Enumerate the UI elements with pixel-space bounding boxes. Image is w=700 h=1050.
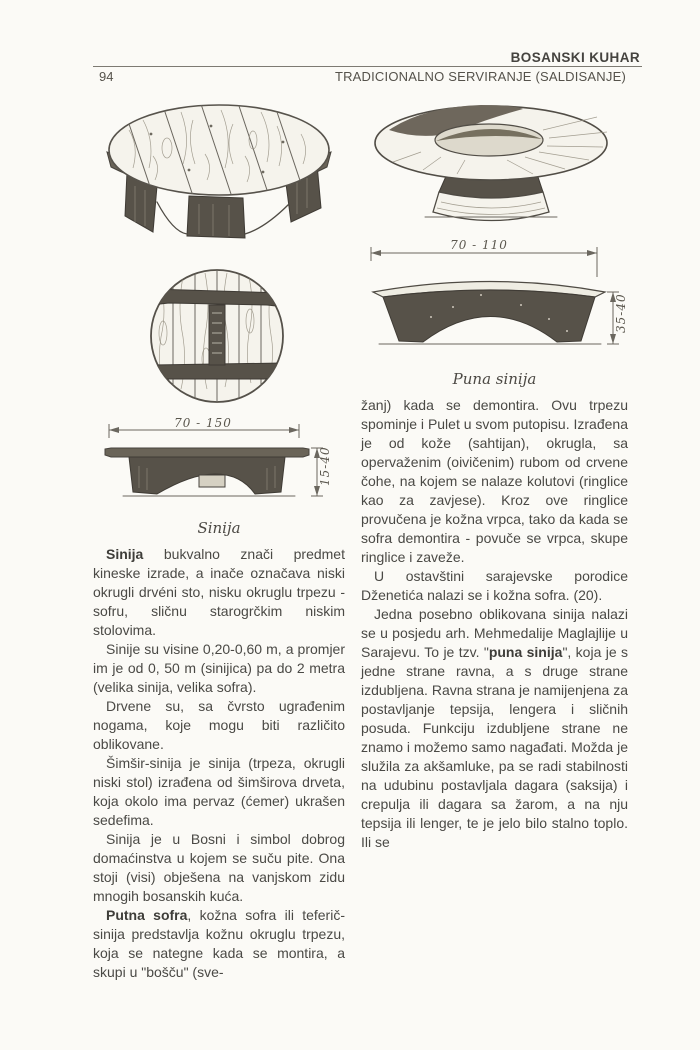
page-header bbox=[93, 50, 642, 84]
bold-text-run: Putna sofra bbox=[106, 907, 188, 923]
figure-caption-sinija: Sinija bbox=[197, 519, 241, 537]
paragraph bbox=[93, 906, 345, 982]
paragraph bbox=[361, 605, 628, 852]
text-run: Sinija je u Bosni i simbol dobrog domaćinstva u kojem se suču pite. Ona stoji (visi) obješena na vanjskom zidu mnogih bosanskih kuća. bbox=[93, 831, 345, 904]
text-run: Jedna posebno oblikovana sinija nalazi se u posjedu arh. Mehmedalije Maglajlije u Sarajevu. To je tzv. " bbox=[361, 606, 628, 660]
figure-puna-sinija-perspective bbox=[361, 90, 628, 237]
paragraph bbox=[93, 640, 345, 697]
dimension-label: 15-40 bbox=[318, 446, 332, 486]
figure-caption-puna-sinija: Puna sinija bbox=[452, 370, 537, 388]
text-run: Drvene su, sa čvrsto ugrađenim nogama, koje mogu biti različito oblikovane. bbox=[93, 698, 345, 752]
figure-puna-sinija-side-view bbox=[361, 237, 628, 388]
puna-sinija-perspective-illustration bbox=[361, 90, 628, 232]
figure-sinija-underside bbox=[93, 263, 345, 418]
dimension-label: 35-40 bbox=[614, 293, 628, 333]
two-column-layout bbox=[93, 90, 642, 982]
text-run: , kožna sofra ili teferič-sinija predstavlja kožnu okruglu trpezu, koja se nategne kada se montira, a skupi u "bošču" (sve- bbox=[93, 907, 345, 980]
text-run: ", koja je s jedne strane ravna, a s druge strane izdubljena. Ravna strana je namijenjena za postavljanje tepsija, lengera i sličnih posuda. Funkciju izdubljene strane ne znamo i možemo samo nagađati. Možda je služila za akšamluke, pa se radi stabilnosti na udubinu postavljala dagara (saksija) i crepulja ili dagara sa žarom, a na nju tepsija ili lenger, te je jelo bilo stalno toplo. Ili se bbox=[361, 644, 629, 850]
header-subrow bbox=[93, 69, 642, 84]
sinija-side-view-illustration bbox=[93, 418, 345, 514]
paragraph bbox=[93, 754, 345, 830]
right-column-text bbox=[361, 396, 628, 852]
paragraph bbox=[361, 396, 628, 567]
bold-text-run: Sinija bbox=[106, 546, 144, 562]
right-column bbox=[361, 90, 628, 982]
left-column-text bbox=[93, 545, 345, 982]
sinija-underside-illustration bbox=[93, 263, 345, 413]
left-column bbox=[93, 90, 345, 982]
text-run: U ostavštini sarajevske porodice Dženetića nalazi se i kožna sofra. (20). bbox=[361, 568, 628, 603]
bold-text-run: puna sinija bbox=[488, 644, 563, 660]
text-run: Šimšir-sinija je sinija (trpeza, okrugli niski stol) izrađena od šimširova drveta, koja okolo ima pervaz (ćemer) ukrašen sedefima. bbox=[93, 755, 345, 828]
dimension-label: 70 - 110 bbox=[450, 238, 508, 252]
paragraph bbox=[93, 545, 345, 640]
figure-sinija-side-view bbox=[93, 418, 345, 537]
book-title: BOSANSKI KUHAR bbox=[510, 50, 640, 65]
chapter-title: TRADICIONALNO SERVIRANJE (SALDISANJE) bbox=[334, 69, 626, 84]
dimension-label: 70 - 150 bbox=[174, 418, 232, 430]
page-number: 94 bbox=[99, 69, 114, 84]
paragraph bbox=[93, 697, 345, 754]
sinija-perspective-illustration bbox=[93, 90, 345, 258]
text-run: bukvalno znači predmet kineske izrade, a inače označava niski okrugli drvéni sto, nisku okruglu trpezu - sofru, sličnu starogrčkim niskim stolovima. bbox=[93, 546, 345, 638]
paragraph bbox=[361, 567, 628, 605]
text-run: Sinije su visine 0,20-0,60 m, a promjer im je od 0, 50 m (sinijica) pa do 2 metra (velika sinija, velika sofra). bbox=[93, 641, 345, 695]
figure-sinija-perspective bbox=[93, 90, 345, 263]
puna-sinija-side-view-illustration bbox=[361, 237, 628, 365]
paragraph bbox=[93, 830, 345, 906]
header-rule bbox=[93, 66, 642, 67]
text-run: žanj) kada se demontira. Ovu trpezu spominje i Pulet u svom putopisu. Izrađena je od kože (sahtijan), okrugla, sa opervaženim (oivičenim) rubom od crvene čohe, na kojem se nalaze kolutovi (ringlice kao za zavjese). Kroz ove ringlice provučena je kožna vrpca, tako da kada se sofra demontira - povuče se vrpca, skupe ringlice i zaveže. bbox=[361, 397, 628, 565]
